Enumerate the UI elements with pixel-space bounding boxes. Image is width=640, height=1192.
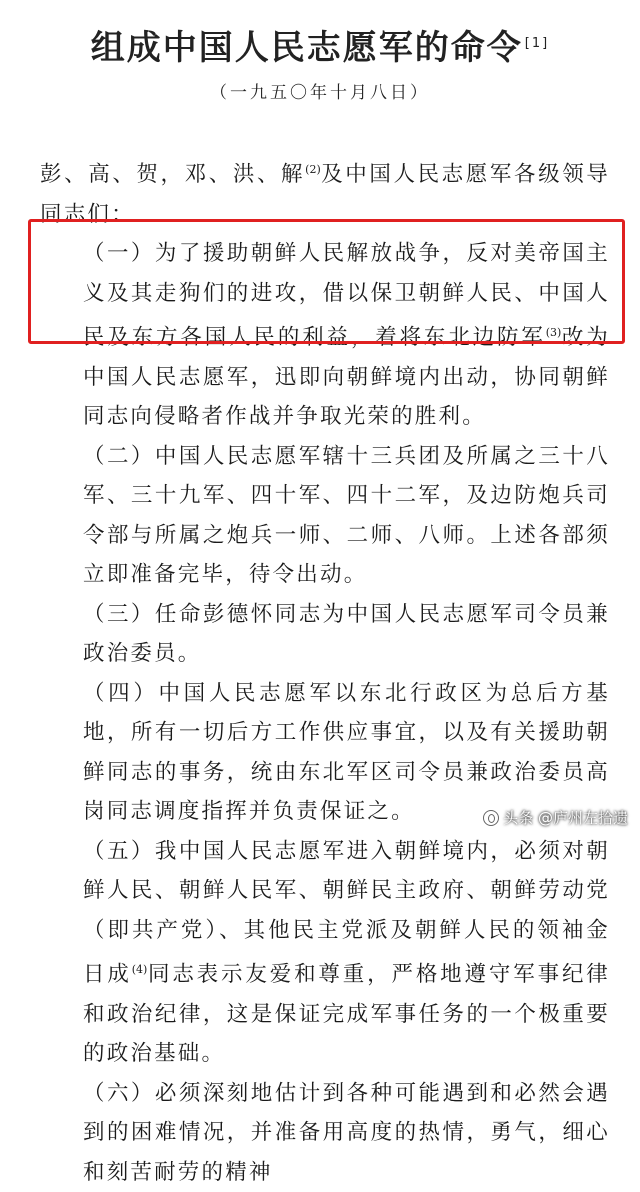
salutation-paragraph: 彭、高、贺，邓、洪、解$^{(2)}$及中国人民志愿军各级领导同志们：: [40, 162, 611, 227]
watermark-text: 头条 @庐州左拾遗: [503, 809, 628, 827]
order-item-2: （二）中国人民志愿军辖十三兵团及所属之三十八军、三十九军、四十军、四十二军，及边防炮兵司令部与所属之炮兵一师、二师、八师。上述各部须立即准备完毕，待令出动。: [83, 443, 610, 588]
order-item-1: （一）为了援助朝鲜人民解放战争，反对美帝国主义及其走狗们的进攻，借以保卫朝鲜人民、中国人民及东方各国人民的利益，着将东北边防军$^{(3)}$改为中国人民志愿军，迅即向朝鲜境内出动，协同朝鲜同志向侵略者作战并争取光荣的胜利。: [83, 241, 610, 430]
order-item-3: （三）任命彭德怀同志为中国人民志愿军司令员兼政治委员。: [83, 601, 610, 667]
red-highlight-box: [28, 219, 625, 344]
toutiao-logo-icon: [483, 810, 499, 826]
title-footnote: [1]: [524, 35, 550, 51]
footnote-ref: (3): [545, 326, 562, 340]
order-item-4: （四）中国人民志愿军以东北行政区为总后方基地，所有一切后方工作供应事宜，以及有关援助朝鲜同志的事务，统由东北军区司令员兼政治委员高岗同志调度指挥并负责保证之。: [83, 680, 610, 825]
order-item-5: （五）我中国人民志愿军进入朝鲜境内，必须对朝鲜人民、朝鲜人民军、朝鲜民主政府、朝鲜劳动党（即共产党）、其他民主党派及朝鲜人民的领袖金日成$^{(4)}$同志表示友爱和尊重，严格地遵守军事纪律和政治纪律，这是保证完成军事任务的一个极重要的政治基础。: [83, 838, 610, 1067]
title-text: 组成中国人民志愿军的命令: [90, 28, 523, 68]
footnote-ref: (4): [131, 963, 148, 977]
order-item-6: （六）必须深刻地估计到各种可能遇到和必然会遇到的困难情况，并准备用高度的热情，勇气，细心和刻苦耐劳的精神: [83, 1080, 610, 1185]
footnote-ref: (2): [305, 163, 321, 176]
document-date: （一九五〇年十月八日）: [210, 83, 430, 103]
document-title: [0, 20, 640, 69]
watermark: [483, 807, 628, 828]
